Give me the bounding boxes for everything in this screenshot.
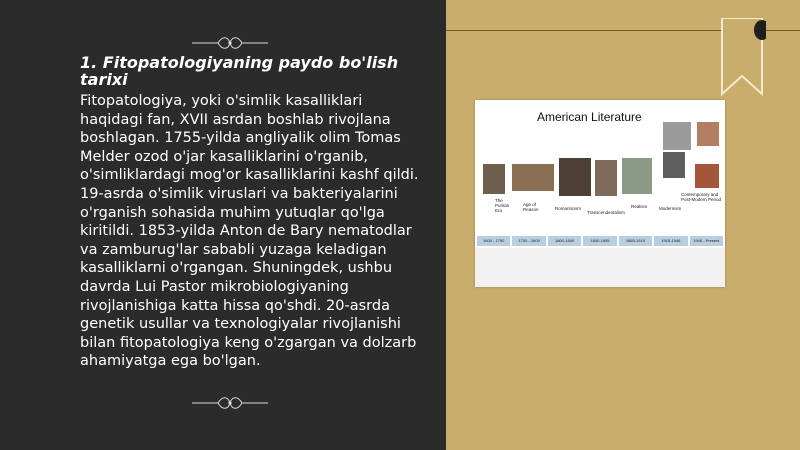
ornament-top-icon bbox=[190, 34, 270, 52]
label-transcendentalism: Transcendentalism bbox=[587, 210, 625, 215]
timeline-bar bbox=[477, 236, 723, 246]
portrait-realism bbox=[622, 158, 652, 194]
slide-body-text: Fitopatologiya, yoki o'simlik kasalliklari haqidagi fan, XVII asrdan boshlab rivojlana boshlagan. 1755-yilda angliyalik olim Tomas Melder ozod o'jar kasalliklarini o'rganib, o'simliklardagi mog'or kasalliklarini kashf qildi. 19-asrda o'simlik viruslari va bakteriyalarini o'rganish sohasida muhim yutuqlar qo'lga kiritildi. 1853-yilda Anton de Bary nematodlar va zamburug'lar sababli yuzaga keladigan kasalliklarni o'rgangan. Shuningdek, ushbu davrda Lui Pastor mikrobiologiyaning rivojlanishiga katta hissa qo'shdi. 20-asrda genetik usullar va texnologiyalar rivojlanishi bilan fitopatologiya keng o'zgargan va dolzarb ahamiyatga ega bo'lgan. bbox=[80, 93, 419, 370]
timeline-segment: 1750 - 1800 bbox=[512, 236, 545, 246]
label-contemporary: Contemporary and Post-Modern Period bbox=[681, 192, 722, 202]
portrait-romanticism bbox=[559, 158, 591, 196]
timeline-segment: 1600 - 1750 bbox=[477, 236, 510, 246]
timeline-segment: 1946 - Present bbox=[690, 236, 723, 246]
bookmark-icon bbox=[718, 18, 766, 98]
timeline-segment: 1840-1855 bbox=[583, 236, 616, 246]
label-puritan: The Puritan Era bbox=[495, 198, 510, 213]
portrait-reason bbox=[512, 164, 554, 191]
timeline-segment: 1800-1840 bbox=[548, 236, 581, 246]
label-romanticism: Romanticism bbox=[555, 206, 582, 211]
portrait-contemporary bbox=[697, 122, 719, 146]
label-realism: Realism bbox=[631, 204, 648, 209]
portrait-puritan bbox=[483, 164, 505, 194]
american-literature-timeline-image bbox=[475, 100, 725, 287]
timeline-segment: 1865-1915 bbox=[619, 236, 652, 246]
slide-title: 1. Fitopatologiyaning paydo bo'lish tarixi bbox=[80, 53, 399, 89]
label-modernism: Modernism bbox=[659, 206, 682, 211]
image-title: American Literature bbox=[537, 110, 642, 124]
label-reason: Age of Reason bbox=[523, 202, 539, 212]
portrait-contemporary-2 bbox=[695, 164, 719, 188]
portrait-transcendentalism bbox=[595, 160, 617, 196]
portrait-modernism-2 bbox=[663, 152, 685, 178]
image-floor bbox=[475, 248, 725, 287]
ornament-bottom-icon bbox=[190, 394, 270, 412]
timeline-segment: 1915-1946 bbox=[654, 236, 687, 246]
portrait-modernism bbox=[663, 122, 691, 150]
